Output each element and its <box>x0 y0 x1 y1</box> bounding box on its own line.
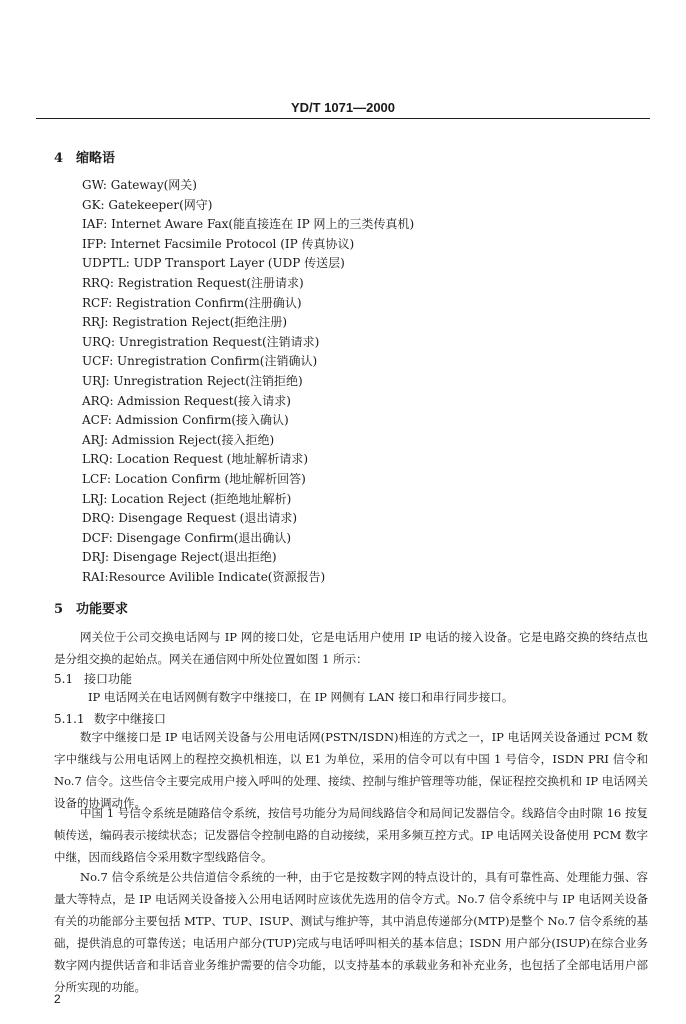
abbreviation-item: IAF: Internet Aware Fax(能直接连在 IP 网上的三类传真机) <box>82 217 415 232</box>
subsection-5-1-title: 接口功能 <box>84 672 133 686</box>
abbreviation-item: DCF: Disengage Confirm(退出确认) <box>82 530 292 545</box>
section-4-heading <box>54 147 115 166</box>
subsection-5-1-1-title: 数字中继接口 <box>94 712 167 726</box>
section-5-number: 5 <box>54 602 64 617</box>
section-5-title: 功能要求 <box>76 602 129 617</box>
abbreviation-item: GW: Gateway(网关) <box>82 178 197 192</box>
abbreviation-item: UCF: Unregistration Confirm(注销确认) <box>82 354 318 369</box>
standard-code: YD/T 1071—2000 <box>290 100 396 115</box>
abbreviation-item: LCF: Location Confirm (地址解析回答) <box>82 471 306 486</box>
abbreviation-item: RRQ: Registration Request(注册请求) <box>82 275 304 290</box>
subsection-5-1-text: IP 电话网关在电话网侧有数字中继接口，在 IP 网侧有 LAN 接口和串行同步接口。 <box>88 690 514 704</box>
subsection-5-1-number: 5.1 <box>54 672 74 686</box>
abbreviation-item: RRJ: Registration Reject(拒绝注册) <box>82 315 288 330</box>
abbreviation-item: RAI:Resource Avilible Indicate(资源报告) <box>82 569 326 584</box>
subsection-5-1-heading <box>54 670 132 687</box>
abbreviation-item: ARJ: Admission Reject(接入拒绝) <box>82 432 275 447</box>
paragraph-no7-signaling: No.7 信令系统是公共信道信令系统的一种，由于它是按数字网的特点设计的，具有可靠性高、处理能力强、容量大等特点，是 IP 电话网关设备接入公用电话网时应该优先选用的信令方式。No.7 信令系统中与 IP 电话网关设备有关的功能部分主要包括 MTP、TUP、ISUP、测试与维护等，其中消息传递部分(MTP)是整个 No.7 信令系统的基础，提供消息的可靠传送；电话用户部分(TUP)完成与电话呼叫相关的基本信息；ISDN 用户部分(ISUP)在综合业务数字网内提供话音和非话音业务维护需要的信令功能，以支持基本的承载业务和补充业务，也包括了全部电话用户部分所实现的功能。 <box>54 870 649 994</box>
section-5-intro: 网关位于公司交换电话网与 IP 网的接口处，它是电话用户使用 IP 电话的接入设备。它是电路交换的终结点也是分组交换的起始点。网关在通信网中所处位置如图 1 所示： <box>54 630 648 666</box>
subsection-5-1-1-heading <box>54 710 166 727</box>
paragraph-digital-trunk: 数字中继接口是 IP 电话网关设备与公用电话网(PSTN/ISDN)相连的方式之一，IP 电话网关设备通过 PCM 数字中继线与公用电话网上的程控交换机相连，以 E1 为单位，采用的信令可以有中国 1 号信令，ISDN PRI 信令和 No.7 信令。这些信令主要完成用户接入呼叫的处理、接续、控制与维护管理等功能，保证程控交换机和 IP 电话网关设备的协调动作。 <box>54 730 648 810</box>
abbreviation-item: DRJ: Disengage Reject(退出拒绝) <box>82 550 277 565</box>
document-header <box>36 100 650 119</box>
paragraph-china-no1-signaling: 中国 1 号信令系统是随路信令系统，按信号功能分为局间线路信令和局间记发器信令。线路信令由时隙 16 按复帧传送，编码表示接续状态；记发器信令控制电路的自动接续，采用多频互控方式。IP 电话网关设备使用 PCM 数字中继，因而线路信令采用数字型线路信令。 <box>54 806 648 864</box>
abbreviation-item: LRQ: Location Request (地址解析请求) <box>82 452 309 467</box>
abbreviation-item: GK: Gatekeeper(网守) <box>82 197 213 212</box>
abbreviation-item: ARQ: Admission Request(接入请求) <box>82 393 291 408</box>
section-4-number: 4 <box>54 151 64 166</box>
section-4-title: 缩略语 <box>76 151 116 166</box>
abbreviation-list <box>82 176 414 587</box>
abbreviation-item: URJ: Unregistration Reject(注销拒绝) <box>82 373 303 388</box>
page-number: 2 <box>54 992 61 1006</box>
abbreviation-item: IFP: Internet Facsimile Protocol (IP 传真协议) <box>82 236 355 251</box>
abbreviation-item: ACF: Admission Confirm(接入确认) <box>82 413 289 428</box>
abbreviation-item: URQ: Unregistration Request(注销请求) <box>82 334 320 349</box>
abbreviation-item: LRJ: Location Reject (拒绝地址解析) <box>82 491 292 506</box>
section-5-heading <box>54 598 128 617</box>
abbreviation-item: RCF: Registration Confirm(注册确认) <box>82 295 302 310</box>
abbreviation-item: UDPTL: UDP Transport Layer (UDP 传送层) <box>82 256 345 271</box>
abbreviation-item: DRQ: Disengage Request (退出请求) <box>82 511 298 526</box>
subsection-5-1-1-number: 5.1.1 <box>54 712 85 726</box>
